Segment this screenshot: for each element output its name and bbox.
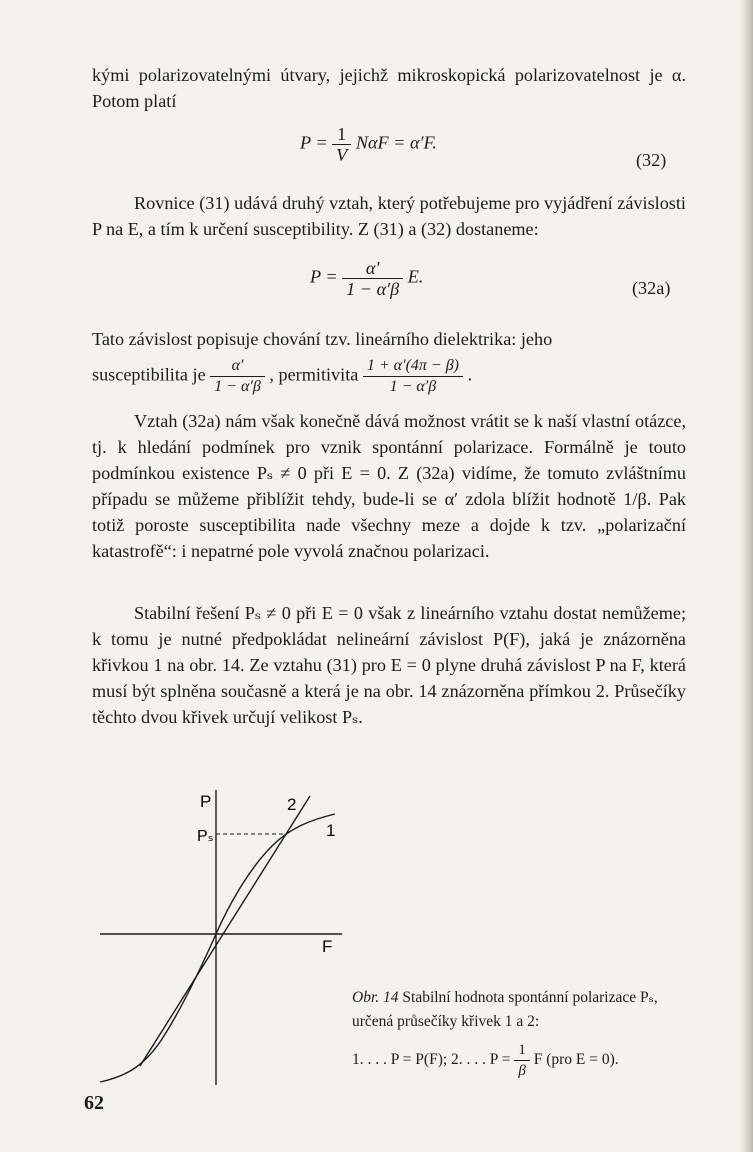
- susceptibility-fraction: [210, 356, 265, 397]
- susceptibility-numerator: α′: [210, 356, 265, 377]
- equation-32-number: (32): [636, 150, 667, 170]
- equation-32a-rhs: E.: [407, 266, 424, 287]
- axis-label-p: P: [200, 792, 212, 811]
- label-curve-1: 1: [326, 821, 336, 840]
- caption-lead: Obr. 14: [352, 989, 399, 1006]
- paragraph-linear-dielectric: Tato závislost popisuje chování tzv. lineárního dielektrika: jeho: [92, 329, 553, 349]
- equation-32-denominator: V: [336, 145, 348, 165]
- label-ps: Pₛ: [197, 828, 214, 845]
- text-block-2: [92, 190, 686, 242]
- inline-fractions-line: [92, 356, 692, 397]
- text-block-5: [92, 600, 686, 730]
- caption-formula-2: F (pro E = 0).: [533, 1051, 619, 1069]
- axis-label-f: F: [322, 937, 333, 956]
- equation-32a-denominator: 1 − α′β: [346, 279, 400, 299]
- text-block-3: [92, 326, 686, 352]
- caption-formula-fraction: [514, 1040, 530, 1081]
- equation-32a-lhs: P =: [310, 266, 338, 287]
- equation-32-numerator: 1: [332, 124, 351, 145]
- permittivity-label: , permitivita: [269, 364, 359, 385]
- equation-32a: [310, 258, 423, 299]
- paragraph-spontaneous: Vztah (32a) nám však konečně dává možnost vrátit se k naší vlastní otázce, tj. k hledání podmínek pro vznik spontánní polarizace. Formálně je touto podmínkou existence Pₛ ≠ 0 při E = 0. Z (32a) vidíme, že tomuto zvláštnímu případu se můžeme přiblížit tehdy, bude-li se α′ zdola blížit hodnotě 1/β. Pak totiž poroste susceptibilita nade všechny meze a dojde k tzv. „polarizační katastrofě“: i nepatrné pole vyvolá značnou polarizaci.: [92, 411, 686, 561]
- caption-formula: [352, 1040, 686, 1081]
- caption-formula-denominator: β: [518, 1063, 526, 1079]
- figure-14: [90, 780, 360, 1100]
- susceptibility-denominator: 1 − α′β: [214, 378, 261, 395]
- caption-formula-1: 1. . . . P = P(F); 2. . . . P =: [352, 1051, 511, 1069]
- permittivity-trail: .: [467, 364, 473, 385]
- paragraph-intro: kými polarizovatelnými útvary, jejichž mikroskopická polarizovatelnost je α. Potom platí: [92, 65, 686, 111]
- paragraph-stable-solution: Stabilní řešení Pₛ ≠ 0 při E = 0 však z lineárního vztahu dostat nemůžeme; k tomu je nutné předpokládat nelineární závislost P(F), jaká je znázorněna křivkou 1 na obr. 14. Ze vztahu (31) pro E = 0 plyne druhá závislost P na F, která musí být splněna současně a která je na obr. 14 znázorněna přímkou 2. Průsečíky těchto dvou křivek určují velikost Pₛ.: [92, 603, 686, 727]
- permittivity-fraction: [363, 356, 463, 397]
- permittivity-numerator: 1 + α′(4π − β): [363, 356, 463, 377]
- text-block-4: [92, 408, 686, 564]
- line-2: [140, 796, 310, 1066]
- caption-text: Stabilní hodnota spontánní polarizace Pₛ, určená průsečíky křivek 1 a 2:: [352, 989, 658, 1030]
- page-edge-shadow: [739, 0, 753, 1152]
- text-block-top: [92, 62, 686, 114]
- equation-32-lhs: P =: [300, 132, 328, 153]
- permittivity-denominator: 1 − α′β: [389, 378, 437, 395]
- page-number: 62: [84, 1092, 104, 1114]
- equation-32-fraction: [332, 124, 351, 165]
- paragraph-relation: Rovnice (31) udává druhý vztah, který potřebujeme pro vyjádření závislosti P na E, a tím k určení susceptibility. Z (31) a (32) dostaneme:: [92, 193, 686, 239]
- equation-32a-numerator: α′: [342, 258, 403, 279]
- equation-32a-number: (32a): [632, 278, 671, 298]
- caption-formula-numerator: 1: [514, 1040, 530, 1061]
- label-line-2: 2: [287, 795, 297, 814]
- equation-32: [300, 124, 437, 165]
- equation-32-rhs: NαF = α′F.: [355, 132, 437, 153]
- curve-1: [100, 814, 335, 1082]
- figure-caption: [352, 986, 686, 1081]
- equation-32a-fraction: [342, 258, 403, 299]
- susceptibility-label: susceptibilita je: [92, 364, 206, 385]
